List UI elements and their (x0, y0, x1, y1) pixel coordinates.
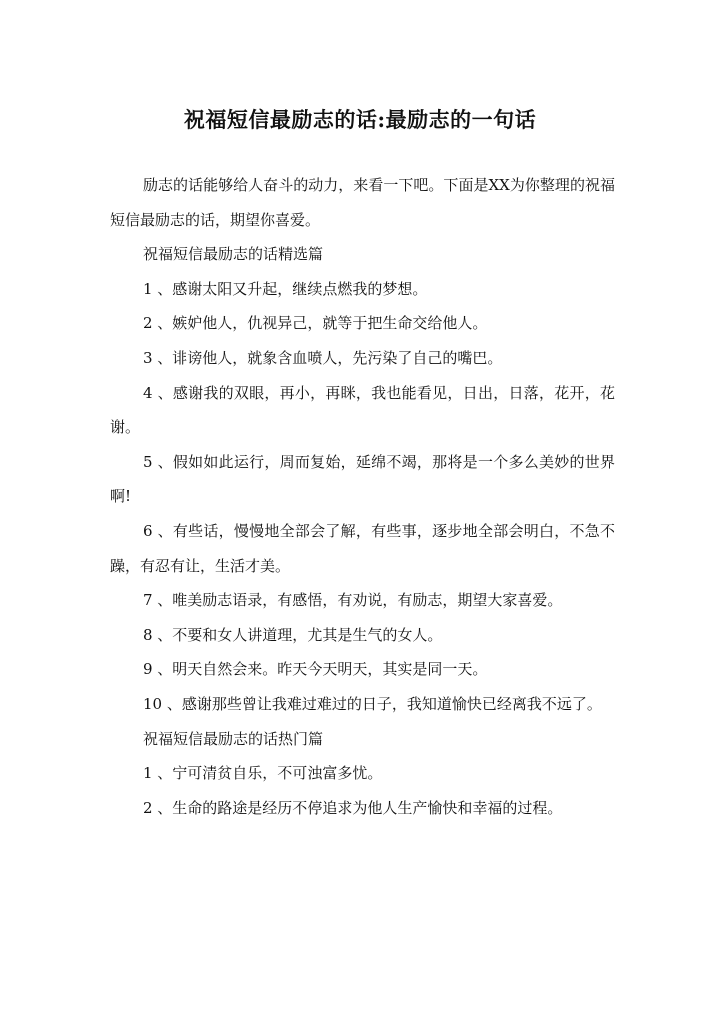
list-item: 9 、明天自然会来。昨天今天明天，其实是同一天。 (143, 660, 488, 679)
section-heading-selected: 祝福短信最励志的话精选篇 (143, 245, 324, 264)
list-item: 2 、生命的路途是经历不停追求为他人生产愉快和幸福的过程。 (143, 798, 563, 817)
section-heading-popular: 祝福短信最励志的话热门篇 (143, 729, 324, 748)
list-item: 1 、宁可清贫自乐，不可浊富多忧。 (143, 764, 383, 783)
list-item: 4 、感谢我的双眼，再小，再眯，我也能看见，日出，日落，花开，花谢。 (110, 383, 615, 437)
intro-paragraph: 励志的话能够给人奋斗的动力，来看一下吧。下面是XX为你整理的祝福短信最励志的话，期望你喜爱。 (110, 176, 615, 229)
document-body (110, 168, 615, 825)
list-item: 1 、感谢太阳又升起，继续点燃我的梦想。 (143, 279, 428, 298)
document-title: 祝福短信最励志的话:最励志的一句话 (183, 107, 537, 133)
list-item: 7 、唯美励志语录，有感悟，有劝说，有励志，期望大家喜爱。 (143, 591, 563, 610)
list-item: 6 、有些话，慢慢地全部会了解，有些事，逐步地全部会明白，不急不躁，有忍有让，生活才美。 (110, 521, 615, 575)
list-item: 10 、感谢那些曾让我难过难过的日子，我知道愉快已经离我不远了。 (143, 694, 602, 713)
list-item: 5 、假如如此运行，周而复始，延绵不竭，那将是一个多么美妙的世界啊! (110, 452, 615, 506)
list-item: 8 、不要和女人讲道理，尤其是生气的女人。 (143, 625, 443, 644)
list-item: 2 、嫉妒他人，仇视异己，就等于把生命交给他人。 (143, 314, 488, 333)
list-item: 3 、诽谤他人，就象含血喷人，先污染了自己的嘴巴。 (143, 348, 503, 367)
